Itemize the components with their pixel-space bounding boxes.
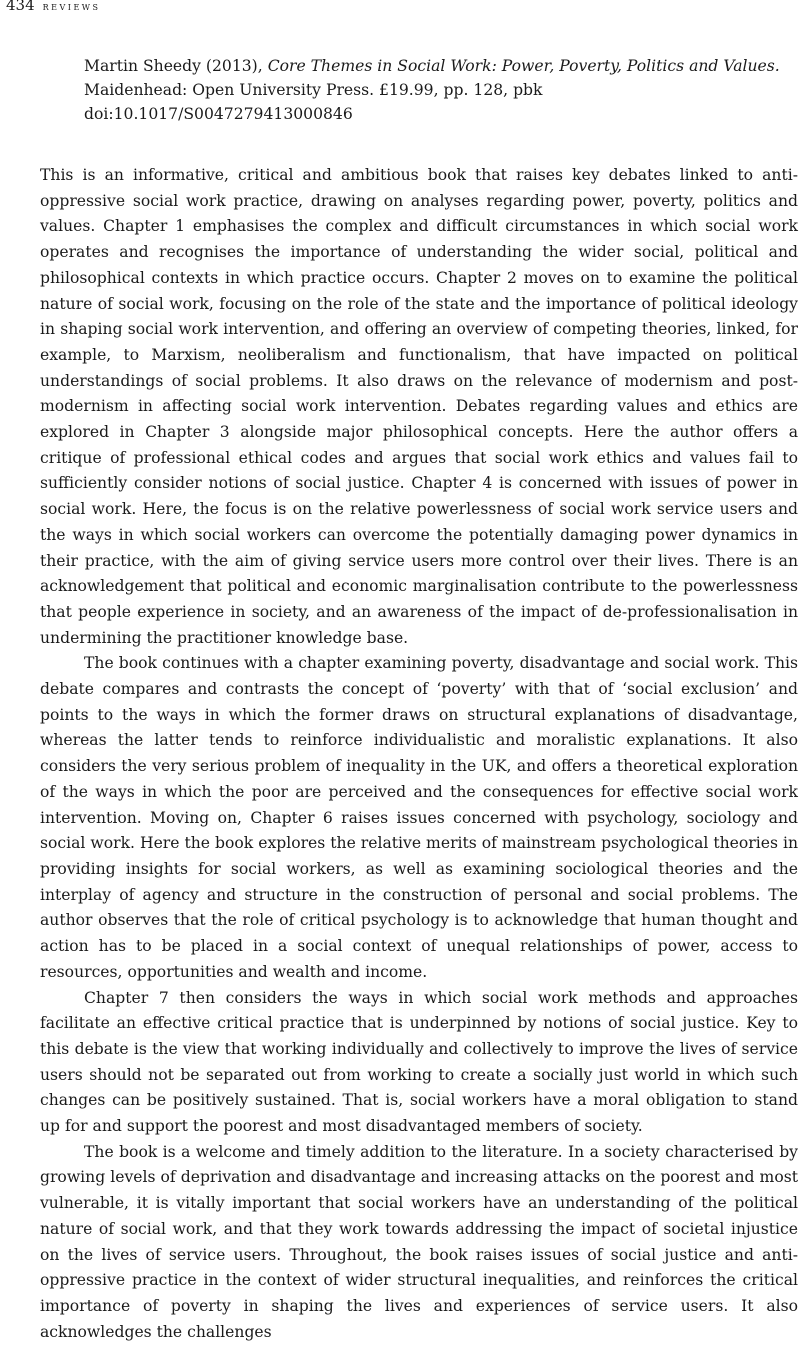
- review-body: [40, 163, 798, 1345]
- review-paragraph-4: The book is a welcome and timely addition to the literature. In a society characterised by growing levels of deprivation and disadvantage and increasing attacks on the poorest and most vulnerable, it is vitally important that social workers have an understanding of the political nature of social work, and that they work towards addressing the impact of societal injustice on the lives of service users. Throughout, the book raises issues of social justice and anti-oppressive practice in the context of wider structural inequalities, and reinforces the critical importance of poverty in shaping the lives and experiences of service users. It also acknowledges the challenges: [40, 1142, 798, 1341]
- citation-line-1: [84, 54, 796, 78]
- citation-doi: doi:10.1017/S0047279413000846: [84, 105, 353, 123]
- book-citation: [84, 54, 796, 126]
- review-paragraph-3: Chapter 7 then considers the ways in which social work methods and approaches facilitate an effective critical practice that is underpinned by notions of social justice. Key to this debate is the view that working individually and collectively to improve the lives of service users should not be separated out from working to create a socially just world in which such changes can be positively sustained. That is, social workers have a moral obligation to stand up for and support the poorest and most disadvantaged members of society.: [40, 988, 798, 1136]
- citation-publisher: Maidenhead: Open University Press. £19.99, pp. 128, pbk: [84, 81, 543, 99]
- section-label: reviews: [42, 0, 101, 13]
- review-paragraph-2: The book continues with a chapter examining poverty, disadvantage and social work. This debate compares and contrasts the concept of ‘poverty’ with that of ‘social exclusion’ and points to the ways in which the former draws on structural explanations of disadvantage, whereas the latter tends to reinforce individualistic and moralistic explanations. It also considers the very serious problem of inequality in the UK, and offers a theoretical exploration of the ways in which the poor are perceived and the consequences for effective social work intervention. Moving on, Chapter 6 raises issues concerned with psychology, sociology and social work. Here the book explores the relative merits of mainstream psychological theories in providing insights for social workers, as well as examining sociological theories and the interplay of agency and structure in the construction of personal and social problems. The author observes that the role of critical psychology is to acknowledge that human thought and action has to be placed in a social context of unequal relationships of power, access to resources, opportunities and wealth and income.: [40, 654, 798, 981]
- citation-author-year: Martin Sheedy (2013),: [84, 57, 263, 75]
- citation-title: Core Themes in Social Work: Power, Poverty, Politics and Values.: [267, 57, 780, 75]
- page-number: 434: [6, 0, 35, 14]
- review-paragraph-1: This is an informative, critical and ambitious book that raises key debates linked to anti-oppressive social work practice, drawing on analyses regarding power, poverty, politics and values. Chapter 1 emphasises the complex and difficult circumstances in which social work operates and recognises the importance of understanding the wider social, political and philosophical contexts in which practice occurs. Chapter 2 moves on to examine the political nature of social work, focusing on the role of the state and the importance of political ideology in shaping social work intervention, and offering an overview of competing theories, linked, for example, to Marxism, neoliberalism and functionalism, that have impacted on political understandings of social problems. It also draws on the relevance of modernism and post-modernism in affecting social work intervention. Debates regarding values and ethics are explored in Chapter 3 alongside major philosophical concepts. Here the author offers a critique of professional ethical codes and argues that social work ethics and values fail to sufficiently consider notions of social justice. Chapter 4 is concerned with issues of power in social work. Here, the focus is on the relative powerlessness of social work service users and the ways in which social workers can overcome the potentially damaging power dynamics in their practice, with the aim of giving service users more control over their lives. There is an acknowledgement that political and economic marginalisation contribute to the powerlessness that people experience in society, and an awareness of the impact of de-professionalisation in undermining the practitioner knowledge base.: [40, 166, 798, 647]
- running-head: [6, 0, 100, 13]
